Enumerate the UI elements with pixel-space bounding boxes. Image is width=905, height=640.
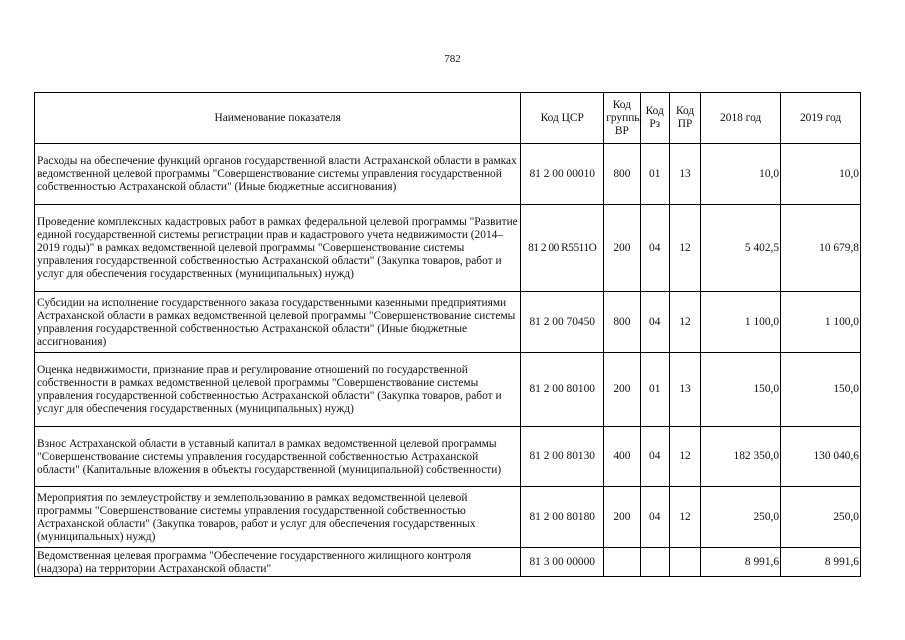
- table-row: [35, 205, 861, 292]
- row-csr-code: 81 2 00 80100: [521, 353, 604, 427]
- row-vr-code: 200: [604, 487, 640, 548]
- table-row: [35, 427, 861, 487]
- row-amount-2019: 10,0: [781, 144, 861, 205]
- row-rz-code: 04: [640, 487, 669, 548]
- row-name: Проведение комплексных кадастровых работ в рамках федеральной целевой программы "Развитие единой государственной системы регистрации прав и кадастрового учета недвижимости (2014–2019 годы)" в рамках ведомственной целевой программы "Совершенствование системы управления государственной собственностью Астраханской области" (Закупка товаров, работ и услуг для обеспечения государственных (муниципальных) нужд): [35, 205, 521, 292]
- row-csr-code: 81 2 00 80130: [521, 427, 604, 487]
- row-pr-code: 12: [669, 487, 700, 548]
- row-amount-2018: 250,0: [701, 487, 781, 548]
- row-rz-code: 04: [640, 292, 669, 353]
- row-name: Мероприятия по землеустройству и землепользованию в рамках ведомственной целевой программы "Совершенствование системы управления государственной собственностью Астраханской области" (Закупка товаров, работ и услуг для обеспечения государственных (муниципальных) нужд): [35, 487, 521, 548]
- table-row: [35, 353, 861, 427]
- row-rz-code: [640, 548, 669, 577]
- row-name: Расходы на обеспечение функций органов государственной власти Астраханской области в рамках ведомственной целевой программы "Совершенствование системы управления государственной собственностью Астраханской области" (Иные бюджетные ассигнования): [35, 144, 521, 205]
- row-pr-code: 13: [669, 144, 700, 205]
- row-csr-code: 81 2 00 R5511O: [521, 205, 604, 292]
- row-amount-2018: 1 100,0: [701, 292, 781, 353]
- budget-table: [34, 92, 861, 577]
- row-rz-code: 01: [640, 144, 669, 205]
- row-csr-code: 81 2 00 80180: [521, 487, 604, 548]
- row-amount-2019: 8 991,6: [781, 548, 861, 577]
- row-amount-2019: 150,0: [781, 353, 861, 427]
- row-amount-2019: 130 040,6: [781, 427, 861, 487]
- header-year-2019: 2019 год: [781, 93, 861, 144]
- row-pr-code: [669, 548, 700, 577]
- row-amount-2019: 10 679,8: [781, 205, 861, 292]
- row-pr-code: 12: [669, 205, 700, 292]
- row-name: Ведомственная целевая программа "Обеспечение государственного жилищного контроля (надзора) на территории Астраханской области": [35, 548, 521, 577]
- row-amount-2018: 8 991,6: [701, 548, 781, 577]
- header-name: Наименование показателя: [35, 93, 521, 144]
- header-pr-code: Код ПР: [669, 93, 700, 144]
- table-row: [35, 548, 861, 577]
- table-header: [35, 93, 861, 144]
- row-amount-2019: 250,0: [781, 487, 861, 548]
- row-vr-code: 400: [604, 427, 640, 487]
- row-csr-code: 81 2 00 00010: [521, 144, 604, 205]
- row-rz-code: 01: [640, 353, 669, 427]
- header-year-2018: 2018 год: [701, 93, 781, 144]
- table-row: [35, 144, 861, 205]
- row-amount-2018: 10,0: [701, 144, 781, 205]
- row-pr-code: 12: [669, 427, 700, 487]
- row-pr-code: 12: [669, 292, 700, 353]
- header-csr-code: Код ЦСР: [521, 93, 604, 144]
- row-vr-code: 800: [604, 144, 640, 205]
- row-name: Субсидии на исполнение государственного заказа государственными казенными предприятиями Астраханской области в рамках ведомственной целевой программы "Совершенствование системы управления государственной собственностью Астраханской области" (Иные бюджетные ассигнования): [35, 292, 521, 353]
- row-amount-2018: 182 350,0: [701, 427, 781, 487]
- row-csr-code: 81 3 00 00000: [521, 548, 604, 577]
- row-pr-code: 13: [669, 353, 700, 427]
- row-amount-2019: 1 100,0: [781, 292, 861, 353]
- row-vr-code: 800: [604, 292, 640, 353]
- row-vr-code: 200: [604, 205, 640, 292]
- row-name: Взнос Астраханской области в уставный капитал в рамках ведомственной целевой программы "Совершенствование системы управления государственной собственностью Астраханской области" (Капитальные вложения в объекты государственной (муниципальной) собственности): [35, 427, 521, 487]
- row-rz-code: 04: [640, 205, 669, 292]
- row-rz-code: 04: [640, 427, 669, 487]
- row-name: Оценка недвижимости, признание прав и регулирование отношений по государственной собственности в рамках ведомственной целевой программы "Совершенствование системы управления государственной собственностью Астраханской области" (Закупка товаров, работ и услуг для обеспечения государственных (муниципальных) нужд): [35, 353, 521, 427]
- table-row: [35, 487, 861, 548]
- row-amount-2018: 150,0: [701, 353, 781, 427]
- header-vr-code: Код группы ВР: [604, 93, 640, 144]
- row-vr-code: 200: [604, 353, 640, 427]
- header-rz-code: Код Рз: [640, 93, 669, 144]
- row-vr-code: [604, 548, 640, 577]
- table-row: [35, 292, 861, 353]
- row-csr-code: 81 2 00 70450: [521, 292, 604, 353]
- page-number: 782: [444, 53, 461, 65]
- row-amount-2018: 5 402,5: [701, 205, 781, 292]
